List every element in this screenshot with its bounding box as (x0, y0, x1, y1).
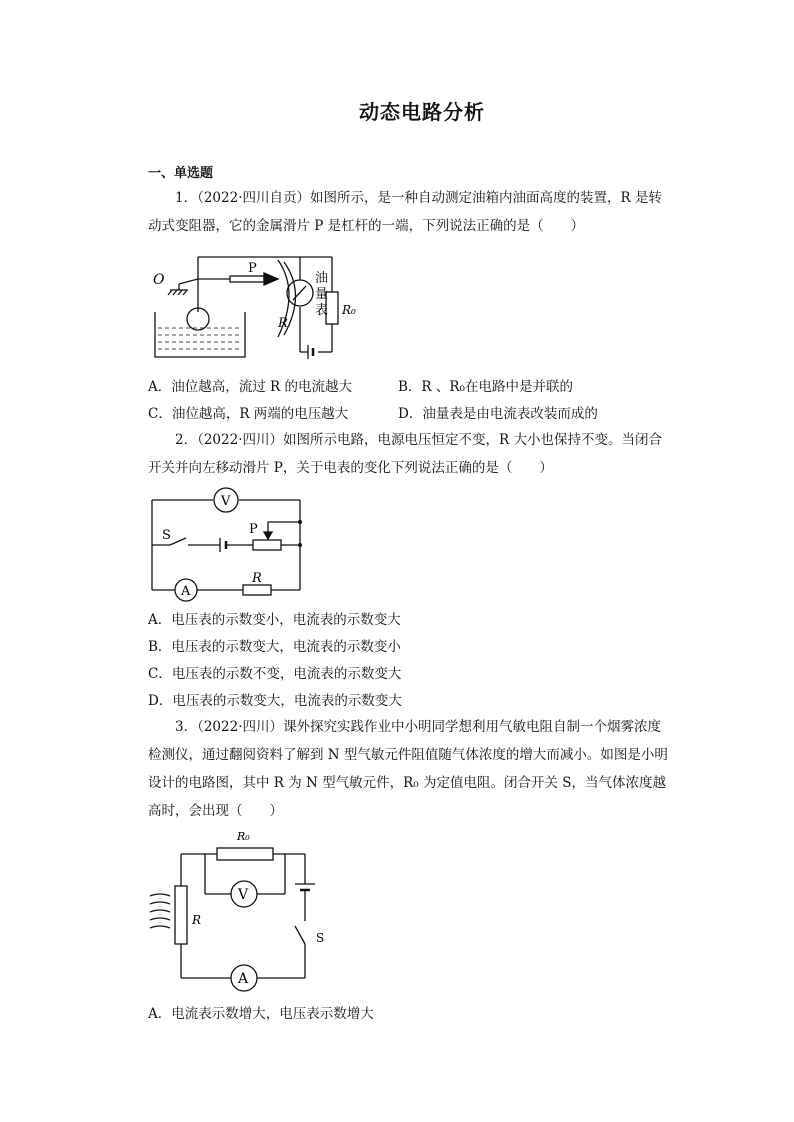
label-p: P (248, 261, 257, 276)
label-a: A (181, 584, 191, 599)
label-r0: R₀ (237, 830, 250, 843)
label-r: R (252, 571, 262, 586)
label-v: V (238, 887, 249, 903)
section-heading: 一、单选题 (148, 166, 214, 181)
question-3-text: 3．（2022·四川）课外探究实践作业中小明同学想利用气敏电阻自制一个烟雾浓度检测仪，通过翻阅资料了解到 N 型气敏元件阻值随气体浓度的增大而减小。如图是小明设计的电路图，其中 R 为 N 型气敏元件，R₀ 为定值电阻。闭合开关 S，当气体浓度越高时，会出现（ ） (148, 719, 668, 819)
question-2-option-d: D．电压表的示数变大，电流表的示数变大 (148, 693, 402, 709)
question-2-option-a: A．电压表的示数变小，电流表的示数变大 (148, 612, 401, 628)
label-meter-3: 表 (315, 303, 329, 318)
question-1-option-c: C．油位越高，R 两端的电压越大 (148, 406, 349, 422)
question-1-figure (150, 252, 360, 371)
label-meter-1: 油 (315, 271, 329, 286)
label-r: R (278, 316, 288, 331)
question-2-figure (148, 486, 310, 612)
question-1-option-b: B．R 、R₀在电路中是并联的 (398, 379, 573, 395)
gas-sensor-circuit-diagram (145, 826, 325, 996)
question-2-option-b: B．电压表的示数变大，电流表的示数变小 (148, 639, 401, 655)
label-meter-2: 量 (315, 287, 329, 302)
label-v: V (221, 494, 231, 509)
label-s: S (162, 528, 171, 543)
label-o: O (153, 272, 165, 288)
label-r0: R₀ (342, 303, 356, 317)
question-2-text: 2．（2022·四川）如图所示电路，电源电压恒定不变，R 大小也保持不变。当闭合开关并向左移动滑片 P，关于电表的变化下列说法正确的是（ ） (148, 432, 662, 476)
question-3-option-a: A．电流表示数增大，电压表示数增大 (148, 1006, 374, 1022)
question-3-figure (145, 826, 325, 1000)
label-p: P (249, 522, 258, 537)
voltmeter-circuit-diagram (148, 486, 310, 608)
question-1-option-d: D．油量表是由电流表改装而成的 (398, 406, 598, 422)
question-2-option-c: C．电压表的示数不变，电流表的示数变大 (148, 666, 402, 682)
question-1-text: 1．（2022·四川自贡）如图所示，是一种自动测定油箱内油面高度的装置，R 是转动式变阻器，它的金属滑片 P 是杠杆的一端，下列说法正确的是（ ） (148, 190, 662, 234)
page-title: 动态电路分析 (359, 100, 485, 124)
label-a: A (238, 971, 249, 987)
label-r: R (192, 913, 202, 927)
label-s: S (316, 931, 325, 945)
question-1-option-a: A．油位越高，流过 R 的电流越大 (148, 379, 352, 395)
oil-gauge-circuit-diagram (150, 252, 360, 367)
